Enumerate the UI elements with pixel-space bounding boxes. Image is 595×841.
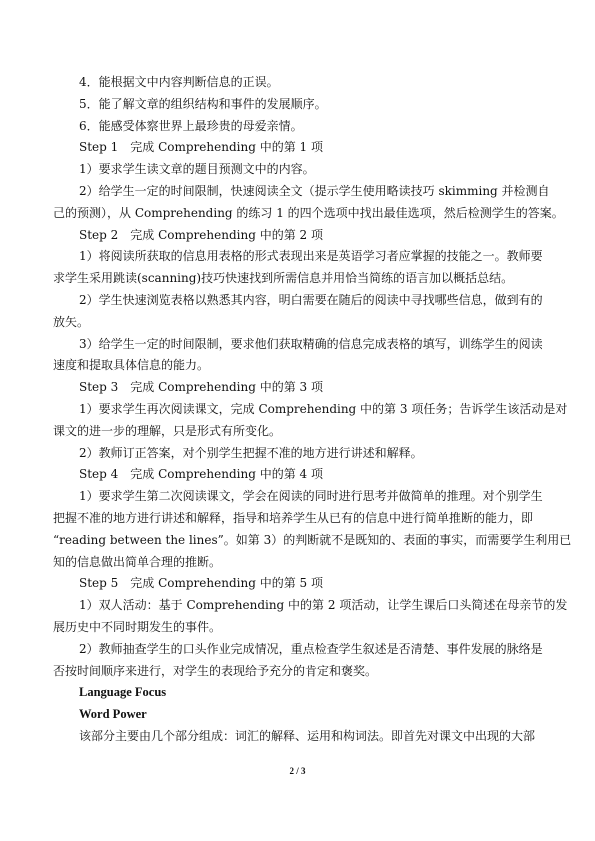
- text-line: “reading between the lines”。如第 3）的判断就不是既知的、表面的事实，而需要学生利用已: [53, 532, 572, 547]
- text-line: 2）教师抽查学生的口头作业完成情况，重点检查学生叙述是否清楚、事件发展的脉络是: [79, 641, 543, 656]
- step-heading: Step 1 完成 Comprehending 中的第 1 项: [79, 140, 323, 155]
- text-line: 5．能了解文章的组织结构和事件的发展顺序。: [79, 96, 327, 111]
- section-heading-word-power: Word Power: [79, 707, 147, 722]
- text-line: 把握不准的地方进行讲述和解释，指导和培养学生从已有的信息中进行简单推断的能力，即: [53, 510, 534, 525]
- text-line: 展历史中不同时期发生的事件。: [53, 619, 222, 634]
- text-line: 6．能感受体察世界上最珍贵的母爱亲情。: [79, 118, 303, 133]
- step-heading: Step 5 完成 Comprehending 中的第 5 项: [79, 576, 323, 591]
- text-line: 2）学生快速浏览表格以熟悉其内容，明白需要在随后的阅读中寻找哪些信息，做到有的: [79, 292, 543, 307]
- text-line: 求学生采用跳读(scanning)技巧快速找到所需信息并用恰当简练的语言加以概括总结。: [53, 271, 514, 286]
- text-line: 2）教师订正答案，对个别学生把握不准的地方进行讲述和解释。: [79, 445, 423, 460]
- section-heading-language-focus: Language Focus: [79, 685, 167, 700]
- step-heading: Step 3 完成 Comprehending 中的第 3 项: [79, 380, 323, 395]
- text-line: 1）要求学生第二次阅读课文，学会在阅读的同时进行思考并做简单的推理。对个别学生: [79, 489, 543, 504]
- page-body: [53, 72, 572, 748]
- text-line: 放矢。: [53, 314, 90, 329]
- text-line: 知的信息做出简单合理的推断。: [53, 554, 222, 569]
- text-line: 4．能根据文中内容判断信息的正误。: [79, 75, 279, 89]
- step-heading: Step 2 完成 Comprehending 中的第 2 项: [79, 227, 323, 242]
- text-line: 1）双人活动：基于 Comprehending 中的第 2 项活动，让学生课后口头简述在母亲节的发: [79, 598, 568, 613]
- text-line: 否按时间顺序来进行，对学生的表现给予充分的肯定和褒奖。: [53, 663, 378, 678]
- text-line: 1）要求学生再次阅读课文，完成 Comprehending 中的第 3 项任务；告诉学生该活动是对: [79, 401, 568, 416]
- text-line: 己的预测），从 Comprehending 的练习 1 的四个选项中找出最佳选项，然后检测学生的答案。: [53, 205, 564, 220]
- step-heading: Step 4 完成 Comprehending 中的第 4 项: [79, 467, 323, 482]
- text-line: 1）将阅读所获取的信息用表格的形式表现出来是英语学习者应掌握的技能之一。教师要: [79, 249, 543, 264]
- text-line: 该部分主要由几个部分组成：词汇的解释、运用和构词法。即首先对课文中出现的大部: [79, 728, 536, 743]
- text-line: 1）要求学生读文章的题目预测文中的内容。: [79, 162, 315, 177]
- text-line: 3）给学生一定的时间限制，要求他们获取精确的信息完成表格的填写，训练学生的阅读: [79, 336, 543, 351]
- text-line: 课文的进一步的理解，只是形式有所变化。: [53, 423, 282, 438]
- text-line: 速度和提取具体信息的能力。: [53, 358, 210, 373]
- text-line: 2）给学生一定的时间限制，快速阅读全文（提示学生使用略读技巧 skimming 并检测自: [79, 183, 550, 198]
- page-number: 2 / 3: [289, 766, 306, 776]
